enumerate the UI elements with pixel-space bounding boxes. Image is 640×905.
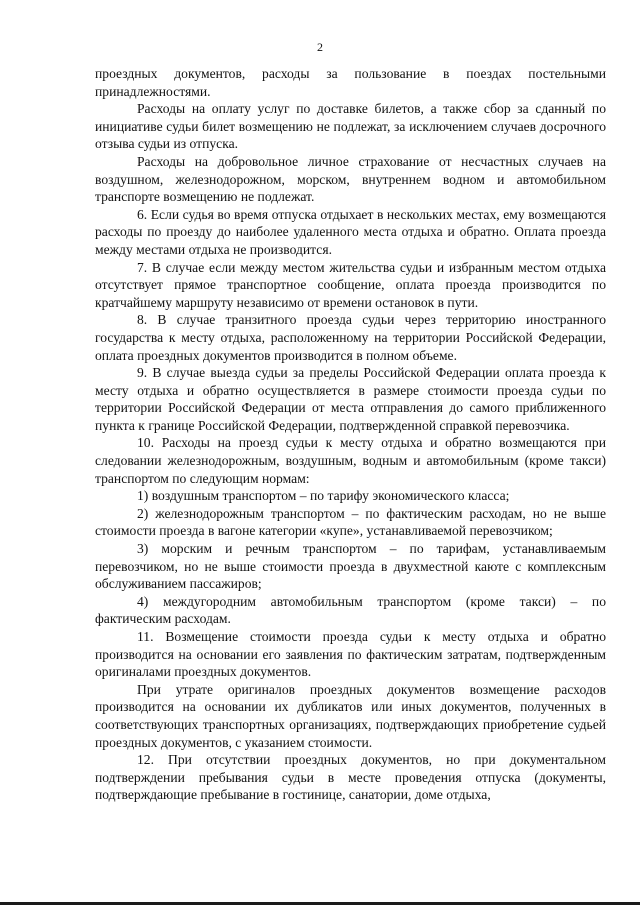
paragraph: 11. Возмещение стоимости проезда судьи к месту отдыха и обратно производится на основании его заявления по фактическим затратам, подтвержденным оригиналами проездных документов.	[95, 629, 606, 680]
paragraph: 12. При отсутствии проездных документов, но при документальном подтверждении пребывания судьи в месте проведения отпуска (документы, подтверждающие пребывание в гостинице, санатории, доме отдыха,	[95, 752, 606, 803]
paragraph: 9. В случае выезда судьи за пределы Российской Федерации оплата проезда к месту отдыха и обратно осуществляется в размере стоимости проезда судьи по территории Российской Федерации от места отправления до самого приближенного пункта к границе Российской Федерации, подтвержденной справкой перевозчика.	[95, 365, 606, 433]
paragraph: 4) междугородним автомобильным транспортом (кроме такси) – по фактическим расходам.	[95, 593, 606, 627]
page-number: 2	[317, 40, 323, 54]
paragraph: 3) морским и речным транспортом – по тарифам, устанавливаемым перевозчиком, но не выше стоимости проезда в двухместной каюте с комплексным обслуживанием пассажиров;	[95, 541, 606, 592]
paragraph: 7. В случае если между местом жительства судьи и избранным местом отдыха отсутствует прямое транспортное сообщение, оплата проезда производится по кратчайшему маршруту независимо от времени остановок в пути.	[95, 259, 606, 310]
paragraph: 1) воздушным транспортом – по тарифу экономического класса;	[137, 488, 510, 504]
paragraph: проездных документов, расходы за пользование в поездах постельными принадлежностями.	[95, 66, 606, 99]
document-body	[95, 65, 606, 804]
paragraph: Расходы на оплату услуг по доставке билетов, а также сбор за сданный по инициативе судьи билет возмещению не подлежат, за исключением случаев досрочного отзыва судьи из отпуска.	[95, 101, 606, 152]
paragraph: 10. Расходы на проезд судьи к месту отдыха и обратно возмещаются при следовании железнодорожным, воздушным, водным и автомобильным (кроме такси) транспортом по следующим нормам:	[95, 435, 606, 486]
paragraph: Расходы на добровольное личное страхование от несчастных случаев на воздушном, железнодорожном, морском, внутреннем водном и автомобильном транспорте возмещению не подлежат.	[95, 153, 606, 205]
paragraph: 2) железнодорожным транспортом – по фактическим расходам, но не выше стоимости проезда в вагоне категории «купе», устанавливаемой перевозчиком;	[95, 505, 606, 539]
paragraph: 6. Если судья во время отпуска отдыхает в нескольких местах, ему возмещаются расходы по проезду до наиболее удаленного места отдыха и обратно. Оплата проезда между местами отдыха не производится.	[95, 206, 606, 257]
paragraph: При утрате оригиналов проездных документов возмещение расходов производится на основании их дубликатов или иных документов, полученных в соответствующих транспортных организациях, подтверждающих приобретение судьей проездных документов, с указанием стоимости.	[95, 681, 606, 750]
paragraph: 8. В случае транзитного проезда судьи через территорию иностранного государства к месту отдыха, расположенному на территории Российской Федерации, оплата проездных документов производится в полном объеме.	[95, 312, 606, 363]
